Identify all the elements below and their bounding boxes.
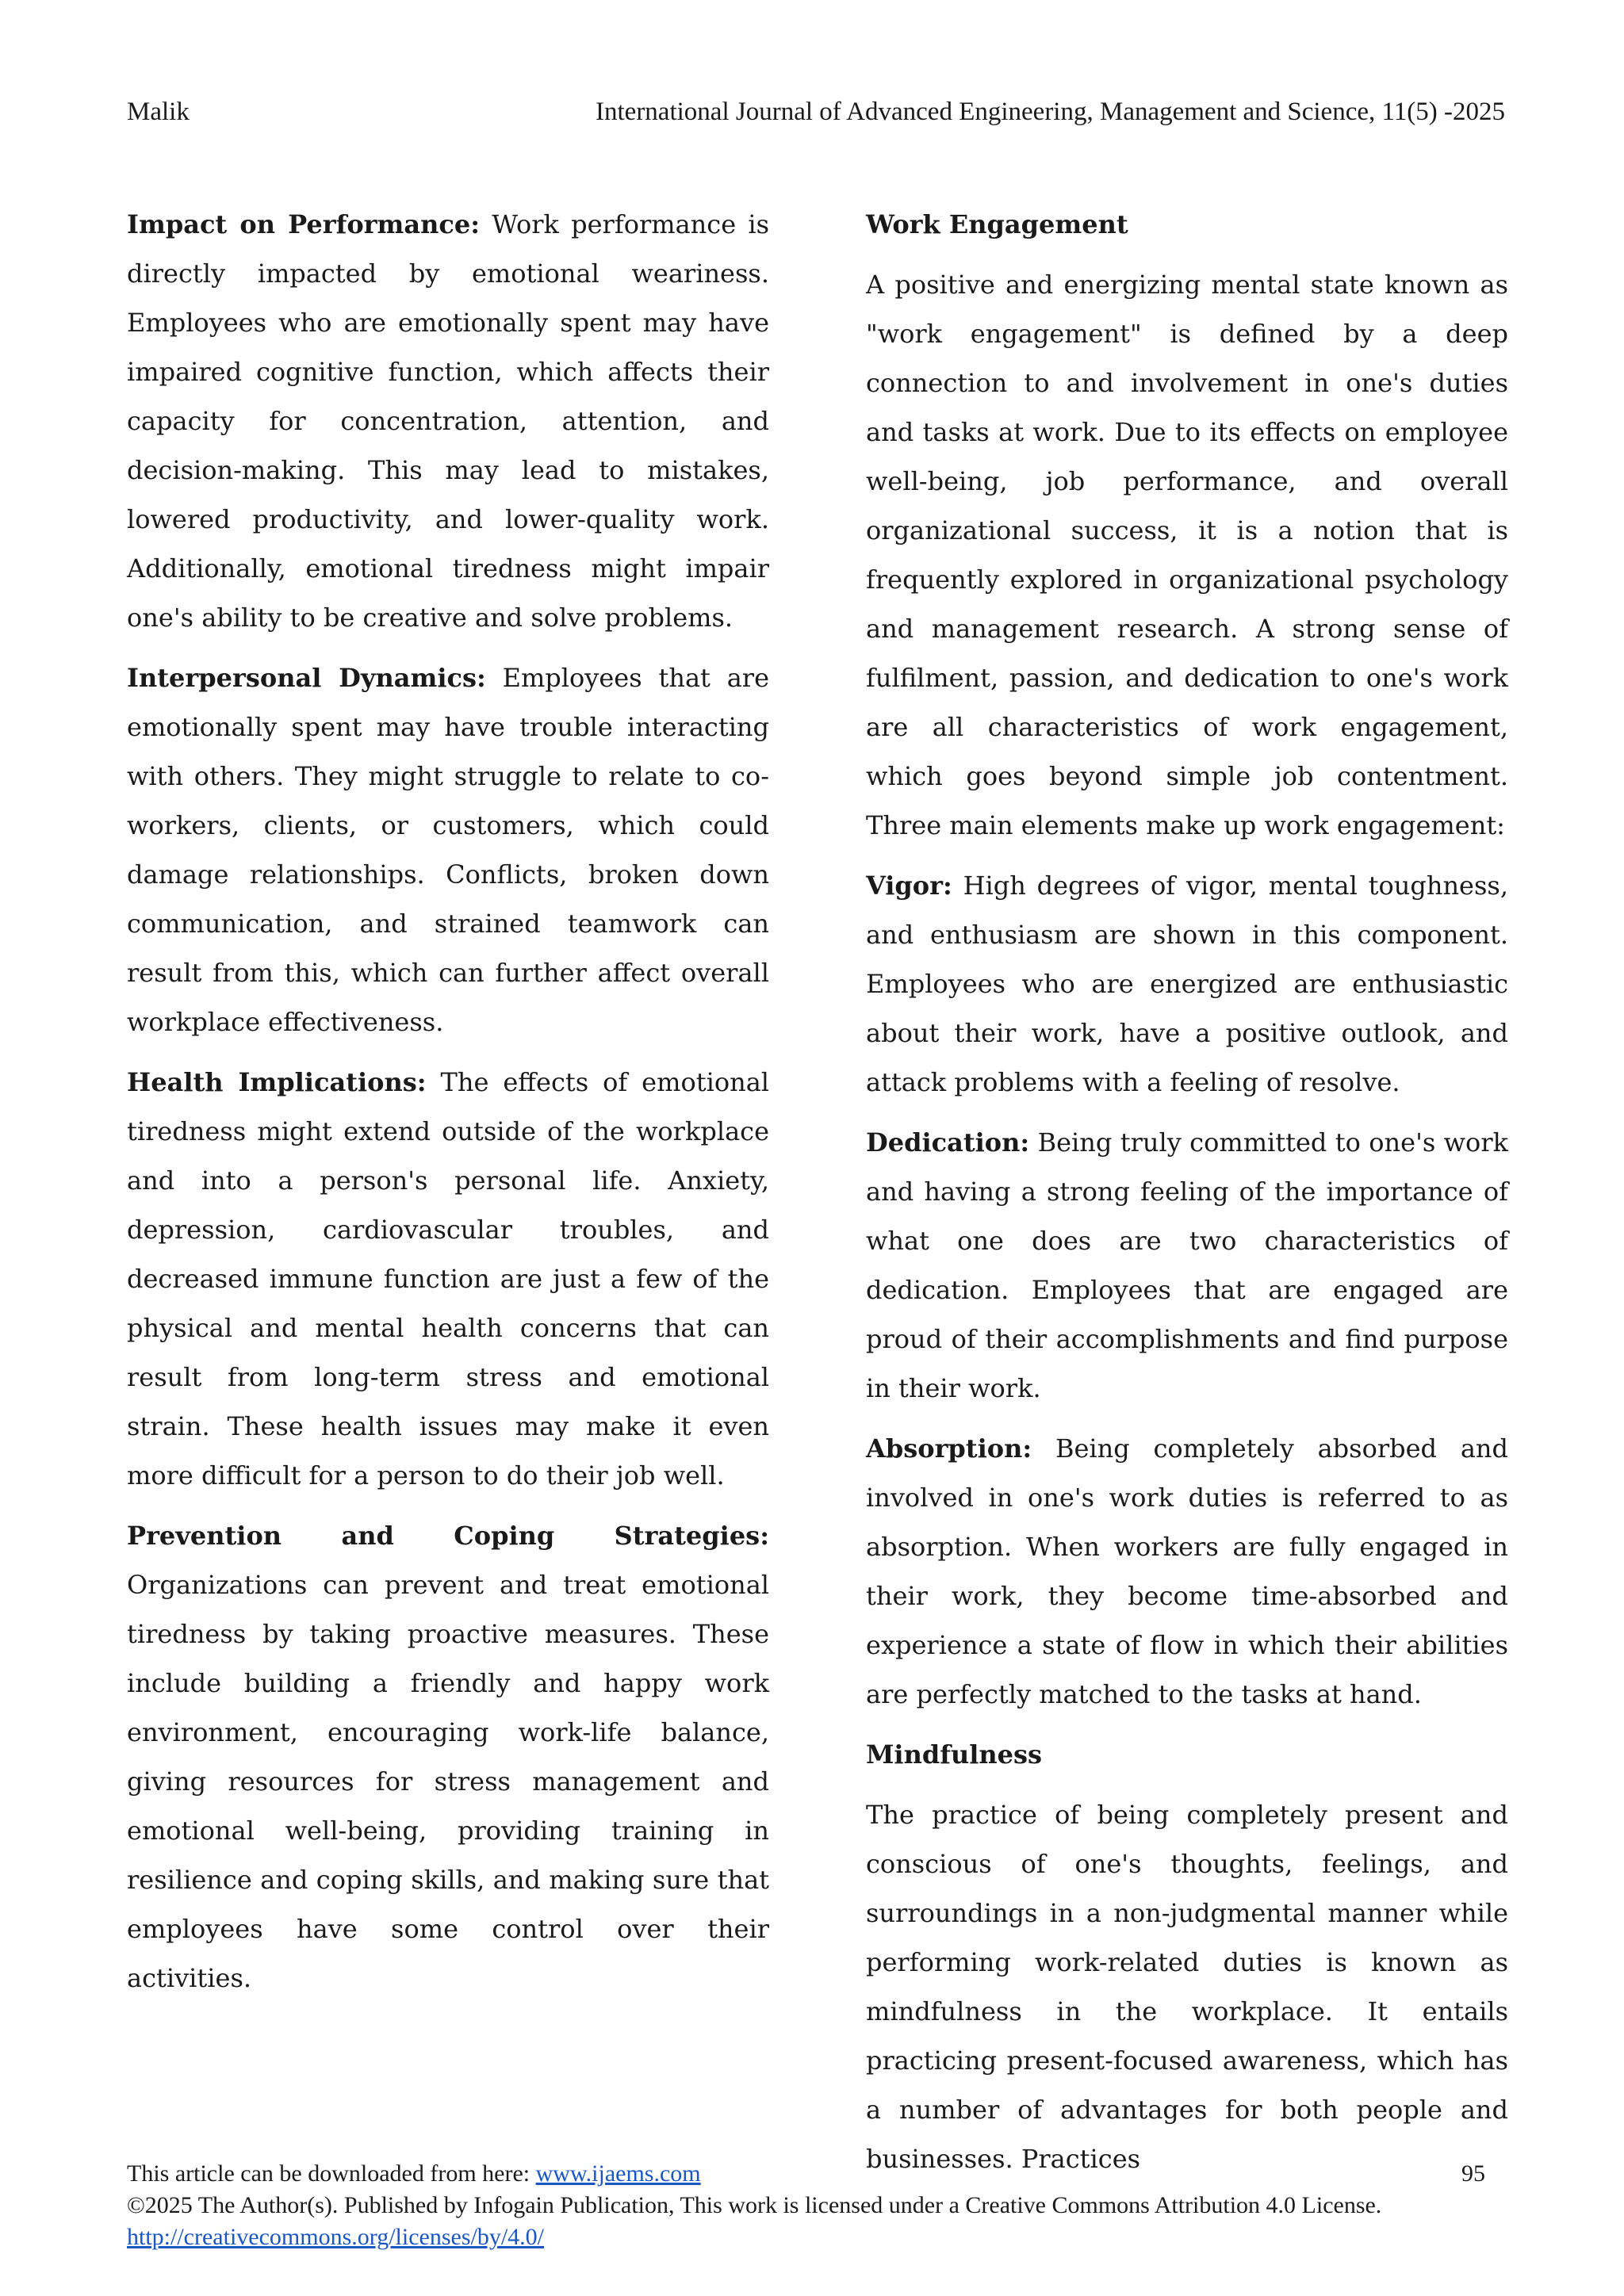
paragraph-text: The effects of emotional tiredness might extend outside of the workplace and into a person's personal life. Anxiety, depression, cardiovascular troubles, and decreased immune function are just a few of the physical and mental health concerns that can result from long-term stress and emotional strain. These health issues may make it even more difficult for a person to do their job well. [127, 1067, 770, 1490]
paragraph-text: Employees that are emotionally spent may have trouble interacting with others. They might struggle to relate to co-workers, clients, or customers, which could damage relationships. Conflicts, broken down communication, and strained teamwork can result from this, which can further affect overall workplace effectiveness. [127, 663, 770, 1037]
paragraph-health-implications [127, 1058, 769, 1500]
paragraph-label: Dedication: [866, 1127, 1030, 1158]
right-column [866, 200, 1508, 2195]
section-heading-work-engagement: Work Engagement [866, 209, 1128, 239]
footer-license-text: ©2025 The Author(s). Published by Infogain Publication, This work is licensed under a Creative Commons Attribution 4.0 License. [127, 2192, 1382, 2218]
section-heading-mindfulness: Mindfulness [866, 1739, 1043, 1770]
paragraph-impact-on-performance [127, 200, 769, 642]
paragraph-label: Vigor: [866, 871, 952, 901]
running-head [127, 97, 1505, 128]
journal-website-link[interactable]: www.ijaems.com [535, 2160, 701, 2187]
paragraph-dedication [866, 1118, 1508, 1413]
header-journal: International Journal of Advanced Engineering, Management and Science, 11(5) -2025 [596, 98, 1505, 126]
paragraph-vigor [866, 861, 1508, 1107]
paragraph-interpersonal-dynamics [127, 653, 769, 1047]
paragraph-text: Being completely absorbed and involved in one's work duties is referred to as absorption. When workers are fully engaged in their work, they become time-absorbed and experience a state of flow in which their abilities are perfectly matched to the tasks at hand. [866, 1433, 1508, 1709]
paragraph-label: Health Implications: [127, 1067, 427, 1097]
header-author: Malik [127, 98, 190, 126]
paragraph-text: High degrees of vigor, mental toughness, and enthusiasm are shown in this component. Employees who are energized are enthusiastic about their work, have a positive outlook, and attack problems with a feeling of resolve. [866, 871, 1508, 1097]
left-column [127, 200, 769, 2014]
paragraph-prevention-coping [127, 1511, 769, 2003]
paragraph-label: Impact on Performance: [127, 209, 481, 239]
page-number: 95 [1461, 2160, 1485, 2187]
paragraph-mindfulness: The practice of being completely present and conscious of one's thoughts, feelings, and surroundings in a non-judgmental manner while performing work-related duties is known as mindfulness in the workplace. It entails practicing present-focused awareness, which has a number of advantages for both people and businesses. Practices [866, 1800, 1508, 2174]
paragraph-label: Absorption: [866, 1433, 1032, 1464]
page-footer [127, 2158, 1485, 2253]
paragraph-text: Work performance is directly impacted by emotional weariness. Employees who are emotionally spent may have impaired cognitive function, which affects their capacity for concentration, attention, and decision-making. This may lead to mistakes, lowered productivity, and lower-quality work. Additionally, emotional tiredness might impair one's ability to be creative and solve problems. [127, 209, 770, 633]
paragraph-label: Prevention and Coping Strategies: [127, 1521, 769, 1551]
footer-download-line [127, 2158, 1485, 2190]
paragraph-text: Being truly committed to one's work and having a strong feeling of the importance of what one does are two characteristics of dedication. Employees that are engaged are proud of their accomplishments and find purpose in their work. [866, 1127, 1508, 1403]
footer-download-text: This article can be downloaded from here: [127, 2160, 536, 2187]
license-link[interactable]: http://creativecommons.org/licenses/by/4.0/ [127, 2224, 545, 2250]
footer-license [127, 2190, 1485, 2253]
footer-download [127, 2158, 701, 2190]
paragraph-work-engagement: A positive and energizing mental state known as "work engagement" is defined by a deep connection to and involvement in one's duties and tasks at work. Due to its effects on employee well-being, job performance, and overall organizational success, it is a notion that is frequently explored in organizational psychology and management research. A strong sense of fulfilment, passion, and dedication to one's work are all characteristics of work engagement, which goes beyond simple job contentment. Three main elements make up work engagement: [866, 270, 1508, 840]
paragraph-label: Interpersonal Dynamics: [127, 663, 486, 693]
paragraph-absorption [866, 1424, 1508, 1719]
paragraph-text: Organizations can prevent and treat emotional tiredness by taking proactive measures. These include building a friendly and happy work environment, encouraging work-life balance, giving resources for stress management and emotional well-being, providing training in resilience and coping skills, and making sure that employees have some control over their activities. [127, 1570, 769, 1993]
